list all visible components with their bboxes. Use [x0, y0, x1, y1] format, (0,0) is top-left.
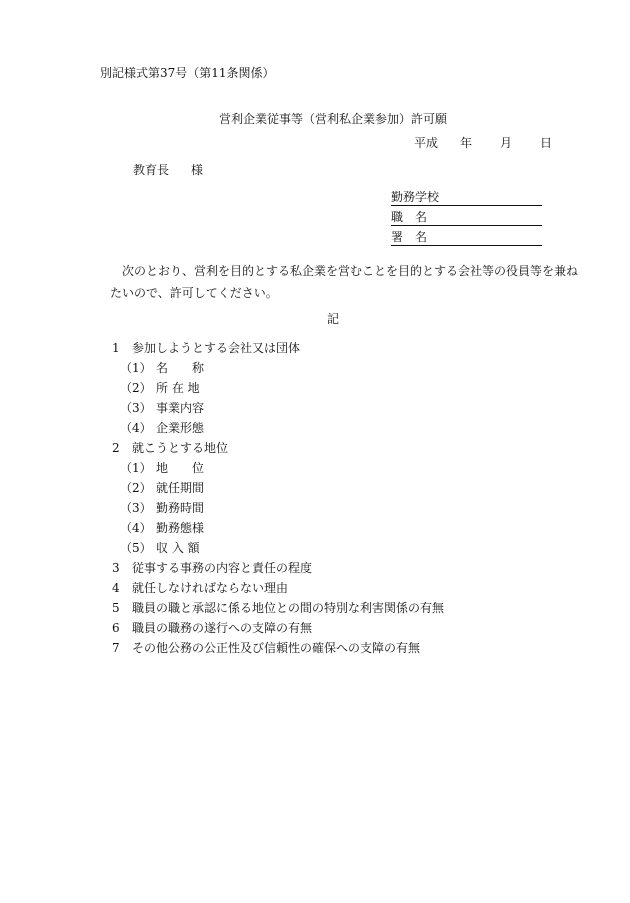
- addressee: [133, 163, 203, 177]
- list-item: [112, 638, 444, 658]
- list-item: [112, 578, 444, 598]
- school-field[interactable]: [391, 190, 542, 206]
- list-item: [112, 358, 444, 378]
- item-number: （4）: [120, 421, 152, 435]
- item-number: （2）: [120, 481, 152, 495]
- date-era: 平成: [414, 136, 439, 150]
- list-item: [112, 418, 444, 438]
- form-number-label: 別記様式第37号（第11条関係）: [100, 66, 275, 80]
- signature-field[interactable]: [391, 230, 542, 246]
- item-number: （2）: [120, 381, 152, 395]
- item-text: 地 位: [156, 461, 205, 475]
- item-number: 2: [112, 441, 120, 455]
- ki-heading: 記: [327, 312, 340, 326]
- list-item: [112, 598, 444, 618]
- item-text: 事業内容: [156, 401, 205, 415]
- item-number: 6: [112, 621, 120, 635]
- date-month: 月: [500, 136, 513, 150]
- item-number: （4）: [120, 521, 152, 535]
- list-item: [112, 478, 444, 498]
- item-number: （5）: [120, 541, 152, 555]
- request-body: [110, 260, 580, 304]
- list-item: [112, 458, 444, 478]
- list-item: [112, 618, 444, 638]
- post-field[interactable]: [391, 210, 542, 226]
- list-item: [112, 558, 444, 578]
- item-number: 4: [112, 581, 120, 595]
- item-text: 職員の職務の遂行への支障の有無: [132, 621, 313, 635]
- item-text: 就任しなければならない理由: [132, 581, 289, 595]
- item-number: 3: [112, 561, 120, 575]
- item-number: （1）: [120, 461, 152, 475]
- item-text: 収 入 額: [156, 541, 200, 555]
- list-item: [112, 378, 444, 398]
- item-number: （3）: [120, 501, 152, 515]
- addressee-honorific: 様: [191, 163, 204, 177]
- document-title: 営利企業従事等（営利私企業参加）許可願: [219, 112, 448, 126]
- item-list: [112, 338, 444, 658]
- addressee-name: 教育長: [133, 163, 170, 177]
- item-text: 名 称: [156, 361, 205, 375]
- item-number: 7: [112, 641, 120, 655]
- list-item: [112, 398, 444, 418]
- item-text: その他公務の公正性及び信頼性の確保への支障の有無: [132, 641, 421, 655]
- item-number: 5: [112, 601, 120, 615]
- date-line: [414, 136, 552, 150]
- item-text: 就こうとする地位: [132, 441, 229, 455]
- list-item: [112, 518, 444, 538]
- item-number: （1）: [120, 361, 152, 375]
- list-item: [112, 538, 444, 558]
- item-text: 従事する事務の内容と責任の程度: [132, 561, 313, 575]
- request-body-line-1: 次のとおり、営利を目的とする私企業を営むことを目的とする会社等の役員等を兼ね: [122, 264, 579, 278]
- request-body-line-2: たいので、許可してください。: [110, 286, 278, 300]
- item-text: 企業形態: [156, 421, 205, 435]
- item-text: 所 在 地: [156, 381, 200, 395]
- item-text: 就任期間: [156, 481, 205, 495]
- list-item: [112, 498, 444, 518]
- item-number: （3）: [120, 401, 152, 415]
- list-item: [112, 438, 444, 458]
- date-day: 日: [540, 136, 553, 150]
- item-text: 参加しようとする会社又は団体: [132, 341, 301, 355]
- date-year: 年: [460, 136, 473, 150]
- item-text: 勤務時間: [156, 501, 205, 515]
- item-number: 1: [112, 341, 120, 355]
- post-label: 職 名: [391, 210, 428, 224]
- item-text: 職員の職と承認に係る地位との間の特別な利害関係の有無: [132, 601, 445, 615]
- item-text: 勤務態様: [156, 521, 205, 535]
- school-label: 勤務学校: [391, 190, 440, 204]
- list-item: [112, 338, 444, 358]
- signature-label: 署 名: [391, 230, 428, 244]
